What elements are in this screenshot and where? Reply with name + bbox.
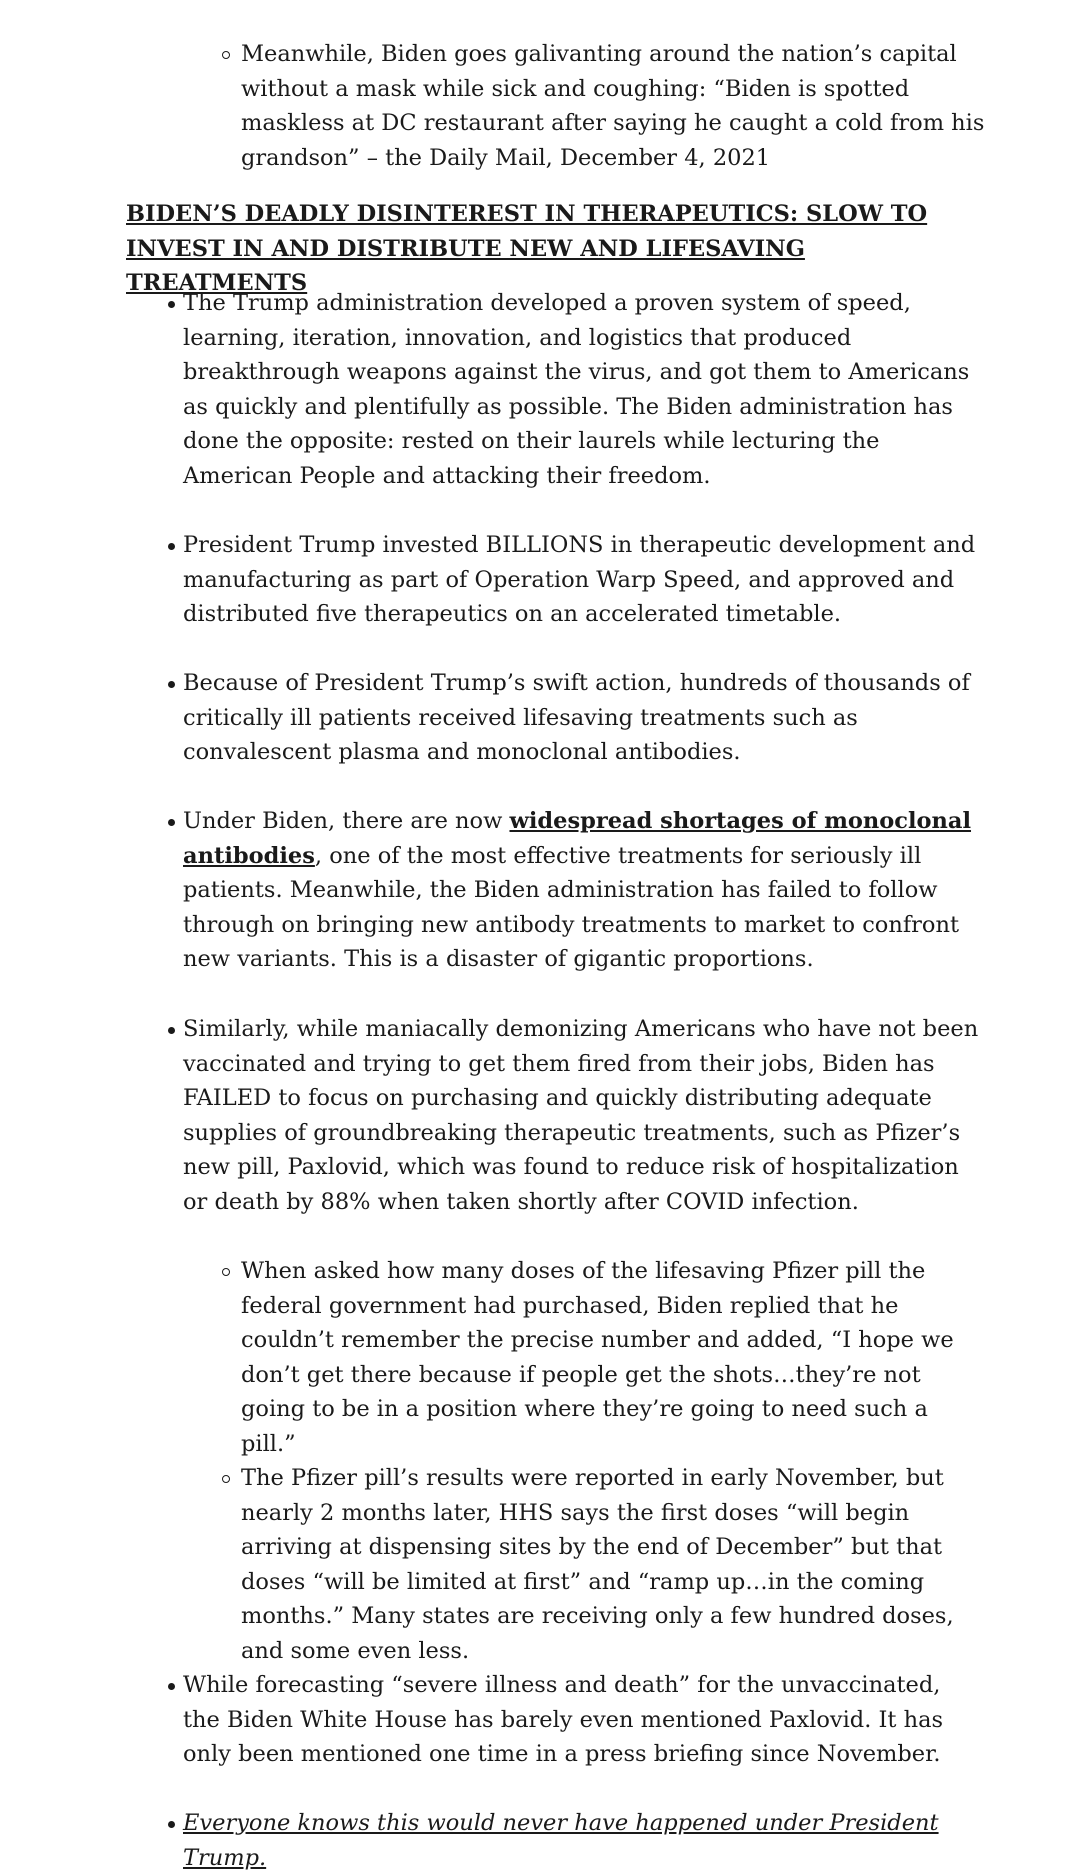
bullet-text-lead: Under Biden, there are now [183, 808, 510, 834]
bullet-text: President Trump invested BILLIONS in therapeutic development and manufacturing as part of Operation Warp Speed, and approved and distributed five therapeutics on an accelerated timetable. [183, 532, 976, 627]
sub-bullet-text: Meanwhile, Biden goes galivanting around the nation’s capital without a mask while sick and coughing: “Biden is spotted maskless at DC restaurant after saying he caught a cold from his grandson” – the Daily Mail, December 4, 2021 [241, 41, 985, 171]
bullet-icon [168, 1683, 175, 1690]
bullet-text: While forecasting “severe illness and death” for the unvaccinated, the Biden White House has barely even mentioned Paxlovid. It has only been mentioned one time in a press briefing since November. [183, 1672, 944, 1767]
hollow-bullet-icon [222, 1475, 230, 1483]
monoclonal-shortage-link[interactable]: widespread shortages of monoclonal antibodies [183, 808, 972, 869]
sub-bullet-text: When asked how many doses of the lifesaving Pfizer pill the federal government had purchased, Biden replied that he couldn’t remember the precise number and added, “I hope we don’t get there because if people get the shots…they’re not going to be in a position where they’re going to need such a pill.” [241, 1258, 954, 1457]
bullet-text: Similarly, while maniacally demonizing Americans who have not been vaccinated and trying to get them fired from their jobs, Biden has FAILED to focus on purchasing and quickly distributing adequate supplies of groundbreaking therapeutic treatments, such as Pfizer’s new pill, Paxlovid, which was found to reduce risk of hospitalization or death by 88% when taken shortly after COVID infection. [183, 1016, 979, 1215]
hollow-bullet-icon [222, 51, 230, 59]
bullet-icon [168, 1027, 175, 1034]
bullet-text: The Trump administration developed a proven system of speed, learning, iteration, innovation, and logistics that produced breakthrough weapons against the virus, and got them to Americans as quickly and plentifully as possible. The Biden administration has done the opposite: rested on their laurels while lecturing the American People and attacking their freedom. [183, 290, 970, 489]
bullet-text [183, 1806, 983, 1875]
bullet-text: Because of President Trump’s swift action, hundreds of thousands of critically ill patients received lifesaving treatments such as convalescent plasma and monoclonal antibodies. [183, 670, 970, 765]
section-heading: BIDEN’S DEADLY DISINTEREST IN THERAPEUTICS: SLOW TO INVEST IN AND DISTRIBUTE NEW AND LIFESAVING TREATMENTS [126, 201, 928, 296]
bullet-icon [168, 301, 175, 308]
sub-bullet-text: The Pfizer pill’s results were reported in early November, but nearly 2 months later, HHS says the first doses “will begin arriving at dispensing sites by the end of December” but that doses “will be limited at first” and “ramp up…in the coming months.” Many states are receiving only a few hundred doses, and some even less. [241, 1465, 954, 1664]
bullet-icon [168, 681, 175, 688]
bullet-text [183, 804, 983, 977]
bullet-icon [168, 1821, 175, 1828]
bullet-text-rest: , one of the most effective treatments for seriously ill patients. Meanwhile, the Biden administration has failed to follow through on bringing new antibody treatments to market to confront new variants. This is a disaster of gigantic proportions. [183, 842, 960, 972]
bullet-icon [168, 819, 175, 826]
bullet-icon [168, 543, 175, 550]
hollow-bullet-icon [222, 1268, 230, 1276]
closing-statement: Everyone knows this would never have happened under President Trump. [183, 1810, 939, 1871]
